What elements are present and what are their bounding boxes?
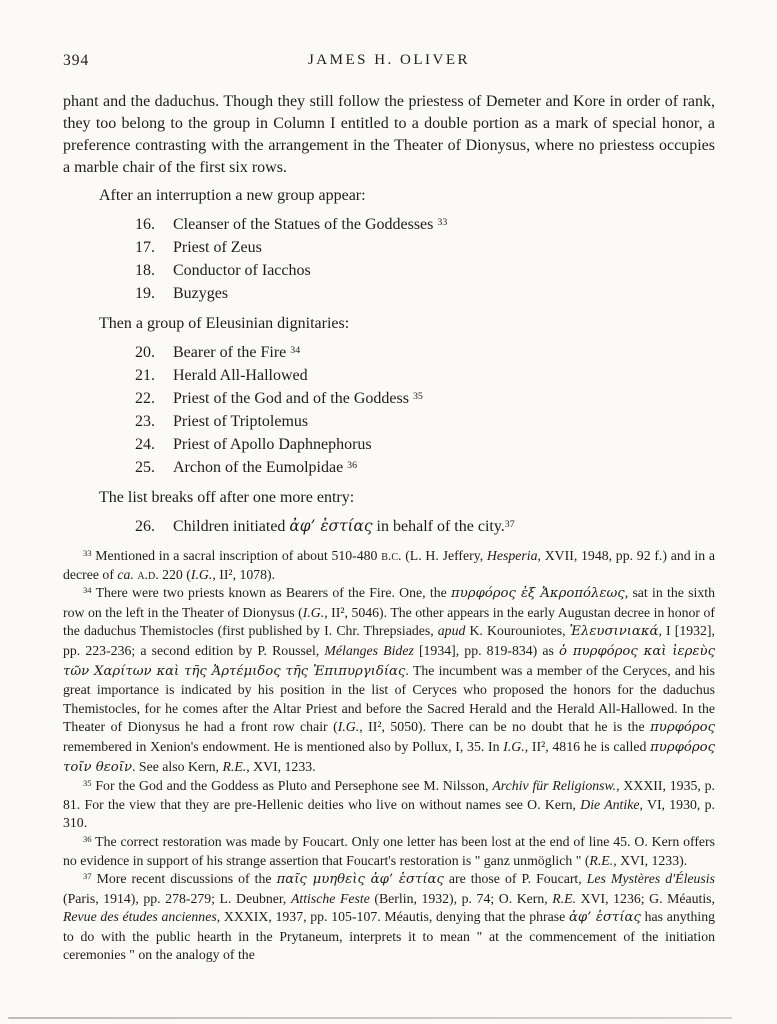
list-item: [135, 236, 715, 259]
entry-number: 22.: [135, 390, 155, 407]
paragraph-new-group: After an interruption a new group appear:: [99, 187, 366, 204]
list-item: [135, 410, 715, 433]
main-text: [63, 91, 715, 965]
list-item: [135, 515, 715, 538]
footnote-text: More recent discussions of the παῖς μυηθεὶς ἀφ’ ἑστίας are those of P. Foucart, Les Mystères d'Éleusis (Paris, 1914), pp. 278-279; L. Deubner, Attische Feste (Berlin, 1932), p. 74; O. Kern, R.E. XVI, 1236; G. Méautis, Revue des études anciennes, XXXIX, 1937, pp. 105-107. Méautis, denying that the phrase ἀφ’ ἑστίας has anything to do with the public hearth in the Prytaneum, interprets it to mean " at the commencement of the initiation ceremonies " on the analogy of the: [63, 871, 716, 963]
footnote-33: [63, 547, 715, 584]
list-item: [135, 282, 715, 305]
list-item: [135, 341, 715, 364]
entry-text: Bearer of the Fire $^{34}$: [173, 344, 301, 361]
footnote-marker: 34: [83, 585, 92, 596]
footnote-text: Mentioned in a sacral inscription of about 510-480 b.c. (L. H. Jeffery, Hesperia, XVII, 1948, pp. 92 f.) and in a decree of ca. a.d. 220 (I.G., II², 1078).: [63, 548, 715, 582]
footnote-marker: 36: [83, 834, 92, 845]
list-item: [135, 213, 715, 236]
entry-number: 19.: [135, 285, 155, 302]
list-item: [135, 456, 715, 479]
paragraph-eleusinian: Then a group of Eleusinian dignitaries:: [99, 315, 350, 332]
entry-text: Buzyges: [173, 285, 229, 302]
list-entry-26: [63, 515, 715, 538]
list-item: [135, 433, 715, 456]
entry-number: 17.: [135, 239, 155, 256]
paragraph-breaks-off: The list breaks off after one more entry:: [99, 489, 355, 506]
paragraph-continuation: phant and the daduchus. Though they still follow the priestess of Demeter and Kore in order of rank, they too belong to the group in Column I entitled to a double portion as a mark of special honor, a preference contrasting with the arrangement in the Theater of Dionysus, where no priestess occupies a marble chair of the first six rows.: [63, 93, 715, 176]
entry-number: 25.: [135, 459, 155, 476]
entry-text: Priest of Triptolemus: [173, 413, 309, 430]
entry-text: Priest of Zeus: [173, 239, 262, 256]
footnote-34: [63, 584, 715, 777]
entry-number: 20.: [135, 344, 155, 361]
footnote-36: [63, 833, 715, 870]
list-item: [135, 387, 715, 410]
entry-text: Herald All-Hallowed: [173, 367, 308, 384]
entry-number: 21.: [135, 367, 155, 384]
footnote-marker: 33: [83, 548, 92, 559]
entry-number: 18.: [135, 262, 155, 279]
footnote-37: [63, 870, 715, 965]
footnote-35: [63, 777, 715, 833]
list-entries-20-25: [63, 341, 715, 479]
entry-number: 26.: [135, 518, 155, 535]
footnote-marker: 37: [83, 871, 92, 882]
entry-text: Priest of Apollo Daphnephorus: [173, 436, 372, 453]
list-item: [135, 259, 715, 282]
list-item: [135, 364, 715, 387]
entry-text: Children initiated ἀφ’ ἑστίας in behalf of the city.$^{37}$: [173, 517, 515, 535]
footnote-text: For the God and the Goddess as Pluto and Persephone see M. Nilsson, Archiv für Religionsw., XXXII, 1935, p. 81. For the view that they are pre-Hellenic deities who live on without names see O. Kern, Die Antike, VI, 1930, p. 310.: [63, 778, 716, 831]
running-head: JAMES H. OLIVER: [307, 52, 471, 68]
entry-number: 24.: [135, 436, 155, 453]
entry-number: 23.: [135, 413, 155, 430]
footnote-text: The correct restoration was made by Foucart. Only one letter has been lost at the end of line 45. O. Kern offers no evidence in support of his strange assertion that Foucart's restoration is " ganz unmöglich " (R.E., XVI, 1233).: [63, 833, 715, 868]
footnote-marker: 35: [83, 778, 92, 789]
entry-text: Priest of the God and of the Goddess $^{35}$: [173, 390, 423, 407]
footnotes-block: [63, 547, 715, 965]
entry-number: 16.: [135, 216, 155, 233]
page-header: [63, 52, 715, 74]
entry-text: Conductor of Iacchos: [173, 262, 311, 279]
entry-text: Archon of the Eumolpidae $^{36}$: [173, 459, 358, 476]
list-entries-16-19: [63, 213, 715, 305]
scan-bottom-edge: [8, 1017, 732, 1019]
page-number: 394: [63, 52, 90, 69]
entry-text: Cleanser of the Statues of the Goddesses $^{33}$: [173, 216, 448, 233]
footnote-text: There were two priests known as Bearers of the Fire. One, the πυρφόρος ἐξ Ἀκροπόλεως, sat in the sixth row on the left in the Theater of Dionysus (I.G., II², 5046). The other appears in the early Augustan decree in honor of the daduchus Themistocles (first published by I. Chr. Threpsiades, apud K. Kourouniotes, Ἐλευσινιακά, I [1932], pp. 223-236; a second edition by P. Roussel, Mélanges Bidez [1934], pp. 819-834) as ὁ πυρφόρος καὶ ἱερεὺς τῶν Χαρίτων καὶ τῆς Ἀρτέμιδος τῆς Ἐπιπυργιδίας. The incumbent was a member of the Ceryces, and his great importance is indicated by his position in the list of Ceryces who proposed the honors for the daduchus Themistocles, for he comes after the Altar Priest and before the Sacred Herald and the Herald All-Hallowed. In the Theater of Dionysus he had a front row chair (I.G., II², 5050). There can be no doubt that he is the πυρφόρος remembered in Xenion's endowment. He is mentioned also by Pollux, I, 35. In I.G., II², 4816 he is called πυρφόρος τοῖν θεοῖν. See also Kern, R.E., XVI, 1233.: [63, 585, 715, 775]
